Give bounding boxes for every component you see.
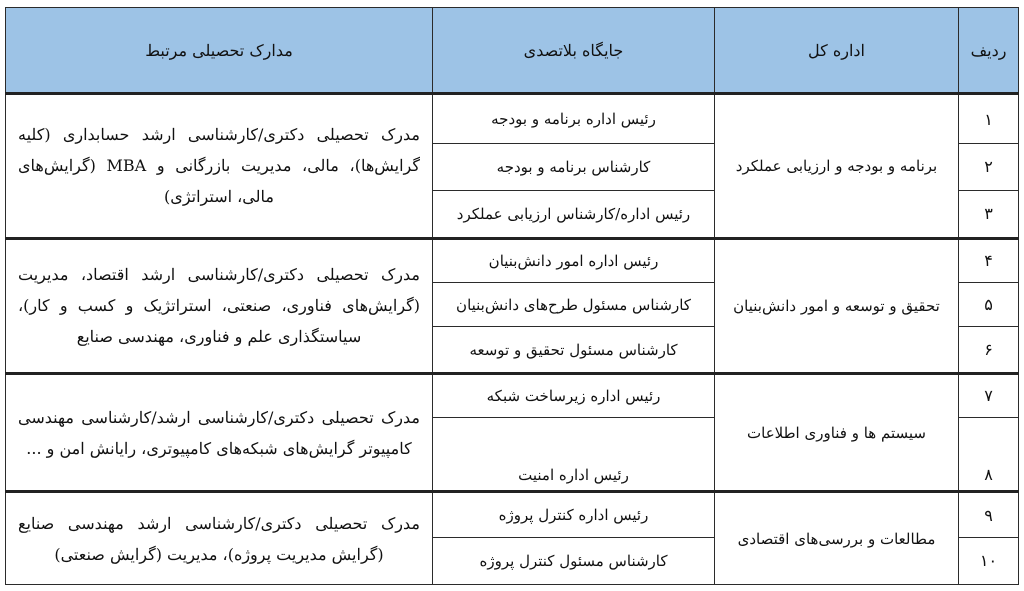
row-number: ۶: [959, 327, 1019, 373]
header-degrees: مدارک تحصیلی مرتبط: [6, 8, 433, 94]
positions-table-wrapper: [5, 7, 1018, 585]
row-number: ۲: [959, 144, 1019, 190]
positions-table: [5, 7, 1019, 585]
position-cell: کارشناس برنامه و بودجه: [433, 144, 715, 190]
degrees-cell: مدرک تحصیلی دکتری/کارشناسی ارشد مهندسی صنایع (گرایش مدیریت پروژه)، مدیریت (گرایش صنعتی): [6, 492, 433, 585]
header-row-number: ردیف: [959, 8, 1019, 94]
table-row: [6, 238, 1019, 282]
table-row: [6, 373, 1019, 417]
row-number: ۵: [959, 283, 1019, 327]
position-cell: کارشناس مسئول طرح‌های دانش‌بنیان: [433, 283, 715, 327]
row-number: ۸: [959, 417, 1019, 491]
row-number: ۱: [959, 94, 1019, 144]
position-cell: رئیس اداره زیرساخت شبکه: [433, 373, 715, 417]
row-number: ۴: [959, 238, 1019, 282]
row-number: ۳: [959, 190, 1019, 238]
row-number: ۹: [959, 492, 1019, 537]
row-number: ۷: [959, 373, 1019, 417]
degrees-cell: مدرک تحصیلی دکتری/کارشناسی ارشد/کارشناسی مهندسی کامپیوتر گرایش‌های شبکه‌های کامپیوتری، رایانش امن و ...: [6, 373, 433, 492]
row-number: ۱۰: [959, 537, 1019, 584]
department-cell: تحقیق و توسعه و امور دانش‌بنیان: [715, 238, 959, 373]
department-cell: سیستم ها و فناوری اطلاعات: [715, 373, 959, 492]
header-department: اداره کل: [715, 8, 959, 94]
position-cell: رئیس اداره/کارشناس ارزیابی عملکرد: [433, 190, 715, 238]
position-cell: رئیس اداره امور دانش‌بنیان: [433, 238, 715, 282]
position-cell: رئیس اداره امنیت: [433, 417, 715, 491]
department-cell: برنامه و بودجه و ارزیابی عملکرد: [715, 94, 959, 239]
position-cell: رئیس اداره برنامه و بودجه: [433, 94, 715, 144]
table-row: [6, 492, 1019, 537]
table-row: [6, 94, 1019, 144]
position-cell: کارشناس مسئول تحقیق و توسعه: [433, 327, 715, 373]
position-cell: کارشناس مسئول کنترل پروژه: [433, 537, 715, 584]
degrees-cell: مدرک تحصیلی دکتری/کارشناسی ارشد اقتصاد، مدیریت (گرایش‌های فناوری، صنعتی، استراتژیک و کسب و کار)، سیاستگذاری علم و فناوری، مهندسی صنایع: [6, 238, 433, 373]
header-row: [6, 8, 1019, 94]
position-cell: رئیس اداره کنترل پروژه: [433, 492, 715, 537]
department-cell: مطالعات و بررسی‌های اقتصادی: [715, 492, 959, 585]
degrees-cell: مدرک تحصیلی دکتری/کارشناسی ارشد حسابداری (کلیه گرایش‌ها)، مالی، مدیریت بازرگانی و MBA (گرایش‌های مالی، استراتژی): [6, 94, 433, 239]
header-position: جایگاه بلاتصدی: [433, 8, 715, 94]
